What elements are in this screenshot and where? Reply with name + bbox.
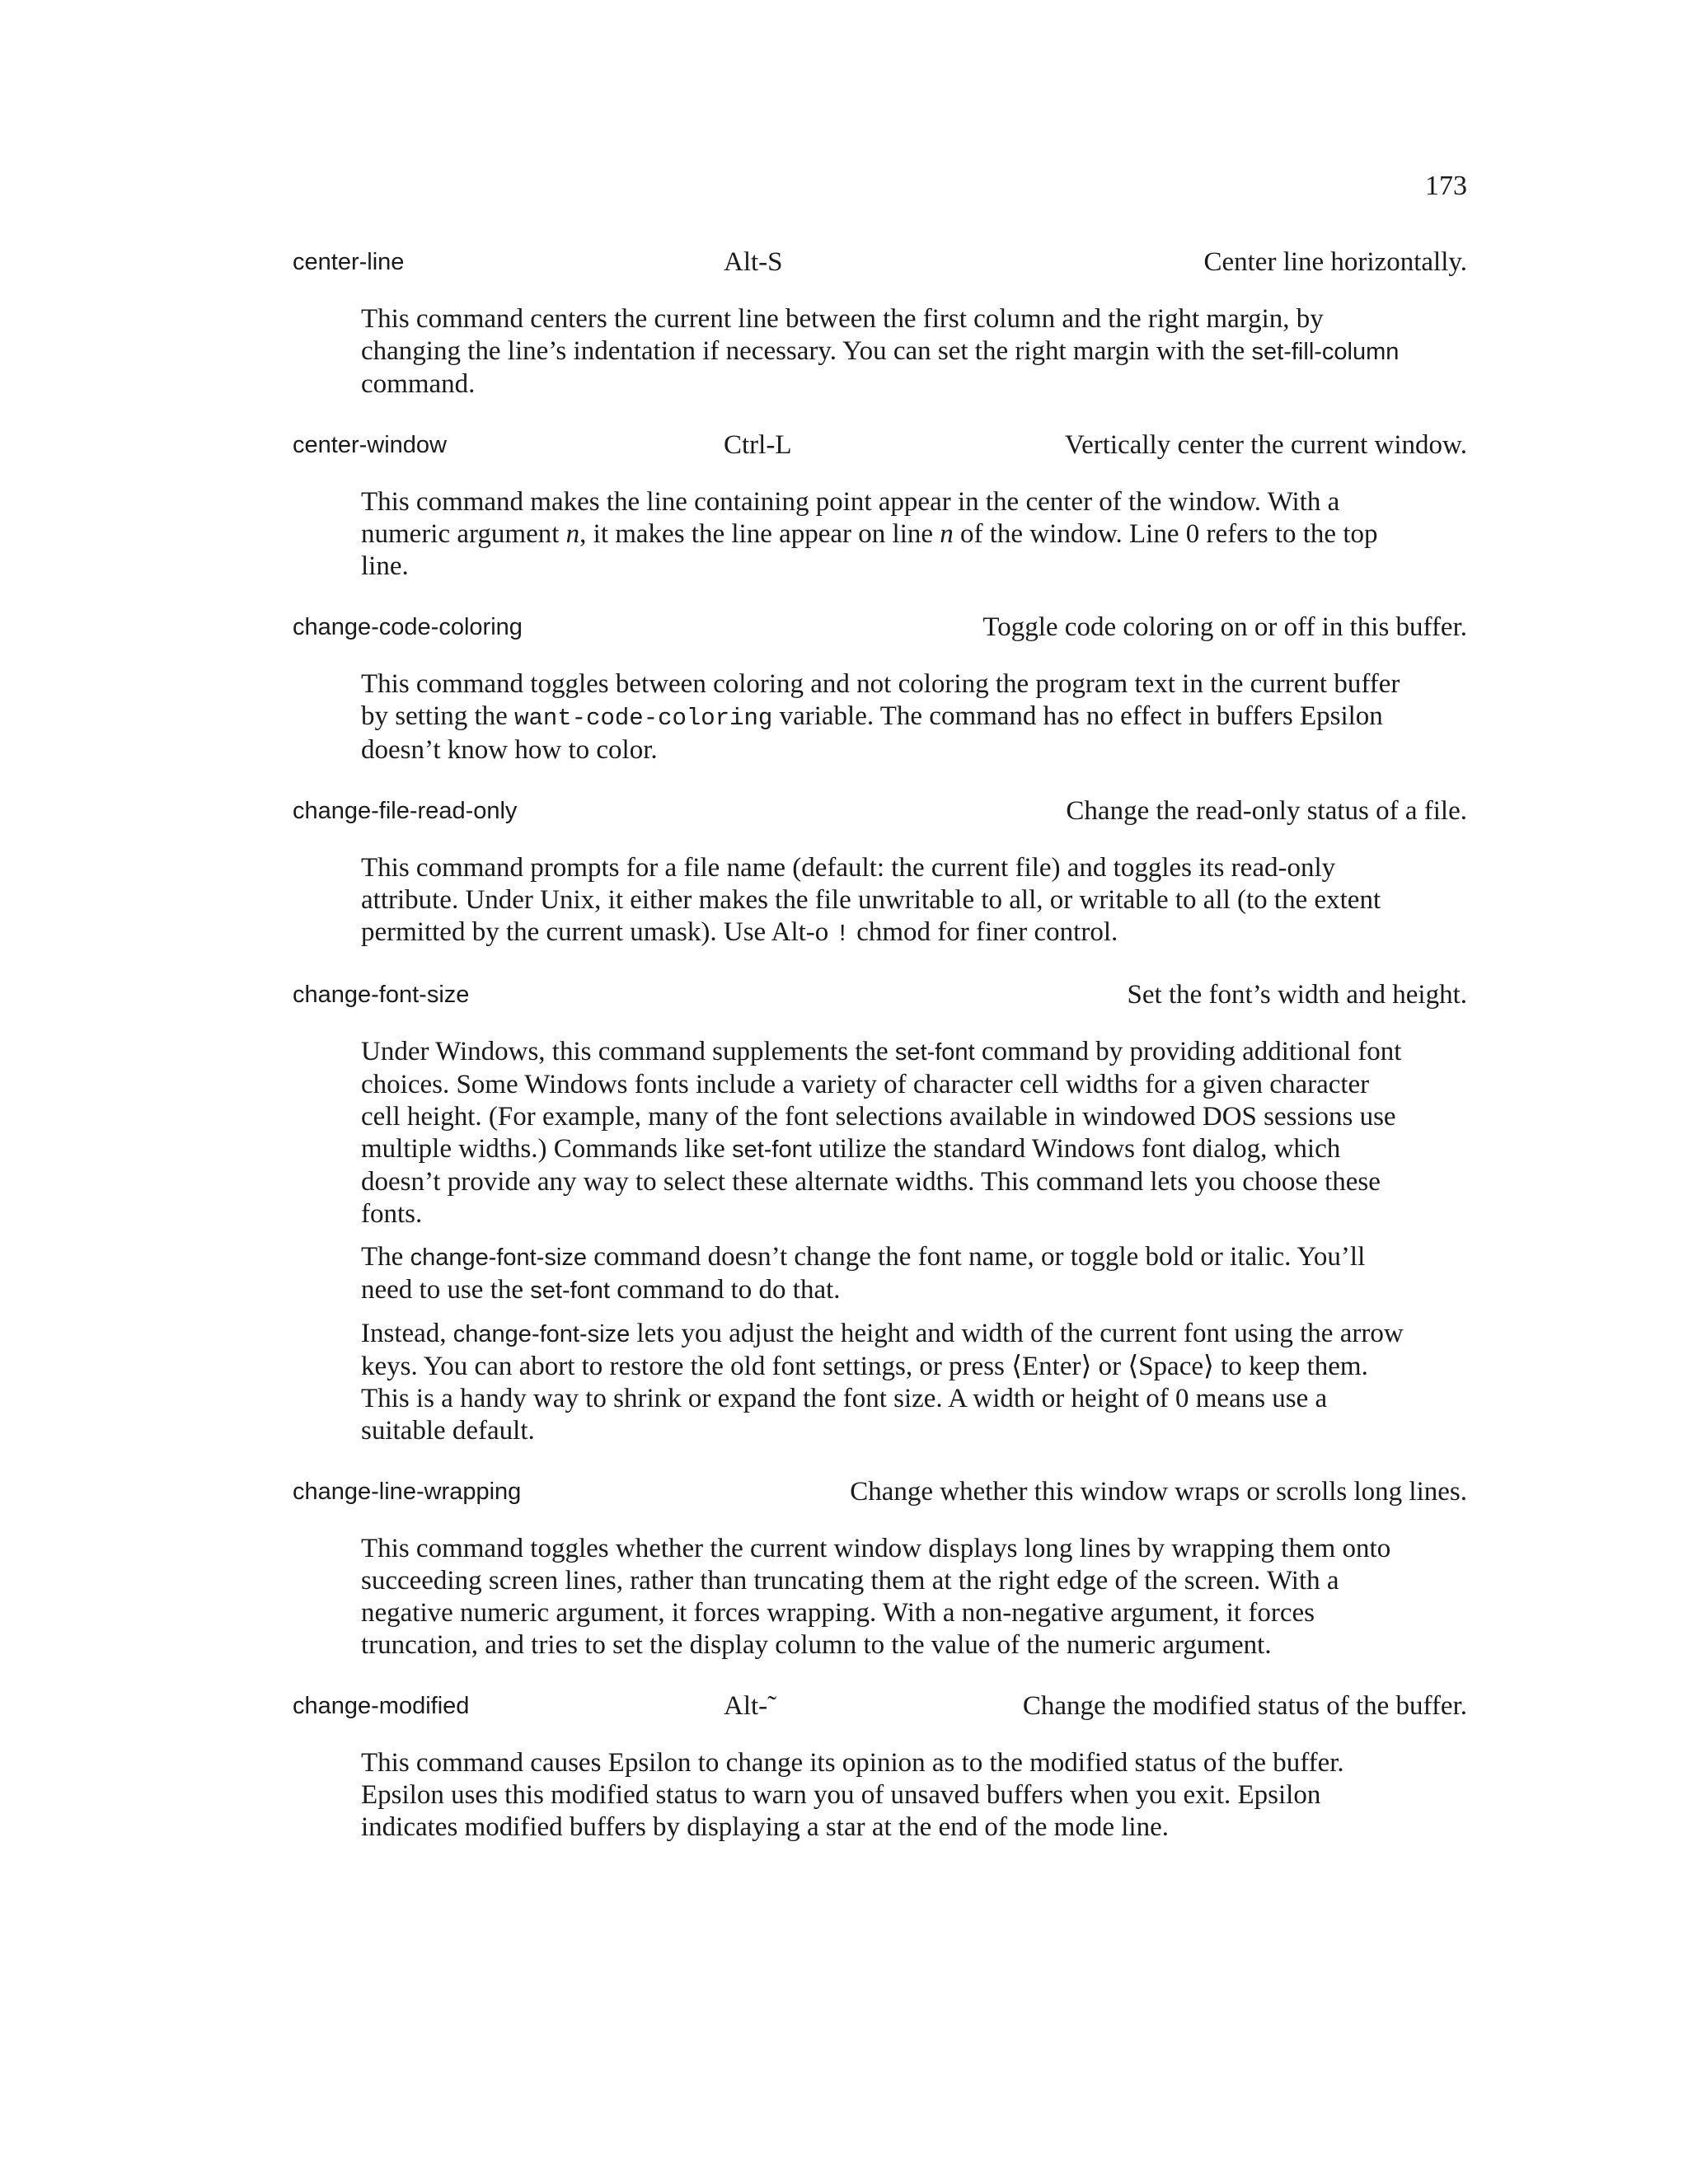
text-run: The <box>361 1242 410 1272</box>
command-name: center-line <box>293 249 405 275</box>
command-name: center-window <box>293 432 447 458</box>
command-summary: Center line horizontally. <box>1203 247 1467 277</box>
text-run: command to do that. <box>610 1275 841 1305</box>
command-entry-header <box>293 1474 1467 1510</box>
command-summary: Vertically center the current window. <box>1064 430 1467 460</box>
command-name: change-line-wrapping <box>293 1479 522 1505</box>
command-reference-list <box>293 244 1467 1870</box>
command-summary: Change whether this window wraps or scrolls long lines. <box>850 1477 1467 1507</box>
text-run: Under Windows, this command supplements the <box>361 1037 895 1066</box>
text-run: This command toggles whether the current window displays long lines by wrapping them onto succeeding screen lines, rather than truncating them at the right edge of the screen. With a negative numeric argument, it forces wrapping. With a non-negative argument, it forces truncation, and tries to set the display column to the value of the numeric argument. <box>361 1534 1391 1660</box>
page-number: 173 <box>1425 171 1467 201</box>
command-summary: Change the modified status of the buffer. <box>1022 1691 1467 1721</box>
text-run: of the window. Line 0 refers to the top line. <box>361 519 1378 581</box>
command-key-binding: Alt-S <box>724 247 783 277</box>
code-text: ! <box>835 921 850 948</box>
command-entry <box>293 977 1467 1447</box>
command-description <box>361 303 1408 401</box>
command-entry <box>293 244 1467 401</box>
description-paragraph <box>361 303 1408 401</box>
command-entry-header <box>293 427 1467 463</box>
command-reference: set-font <box>732 1137 812 1163</box>
command-summary: Toggle code coloring on or off in this buffer. <box>982 612 1467 642</box>
text-run: command by providing additional font choices. Some Windows fonts include a variety of character cell widths for a given character cell height. (For example, many of the font selections available in windowed DOS sessions use multiple widths.) Commands like <box>361 1037 1402 1164</box>
command-name: change-modified <box>293 1693 470 1719</box>
command-description <box>361 486 1408 583</box>
description-paragraph <box>361 1747 1408 1844</box>
text-run: This command prompts for a file name (default: the current file) and toggles its read-only attribute. Under Unix, it either makes the file unwritable to all, or writable to all (to the extent permitted by the current umask). Use Alt-o <box>361 853 1381 947</box>
text-run: lets you adjust the height and width of the current font using the arrow keys. You can abort to restore the old font settings, or press ⟨Enter⟩ or ⟨Space⟩ to keep them. This is a handy way to shrink or expand the font size. A width or height of 0 means use a suitable default. <box>361 1319 1404 1446</box>
command-reference: set-fill-column <box>1251 339 1400 365</box>
command-description <box>361 852 1408 950</box>
command-description <box>361 1533 1408 1661</box>
command-entry <box>293 793 1467 950</box>
description-paragraph <box>361 1036 1408 1230</box>
command-key-binding: Ctrl-L <box>724 430 792 460</box>
command-entry-header <box>293 244 1467 280</box>
text-run: variable. The command has no effect in buffers Epsilon doesn’t know how to color. <box>361 701 1383 765</box>
command-description <box>361 668 1408 766</box>
command-reference: set-font <box>530 1277 610 1304</box>
command-reference: set-font <box>894 1039 975 1066</box>
description-paragraph <box>361 486 1408 583</box>
description-paragraph <box>361 852 1408 950</box>
command-name: change-code-coloring <box>293 614 523 640</box>
command-entry <box>293 1688 1467 1844</box>
command-summary: Change the read-only status of a file. <box>1066 796 1467 826</box>
command-reference: change-font-size <box>452 1321 631 1347</box>
text-run: This command toggles between coloring and not coloring the program text in the current buffer by setting the <box>361 669 1400 731</box>
command-entry-header <box>293 977 1467 1013</box>
text-run: command. <box>361 369 476 399</box>
command-name: change-file-read-only <box>293 798 518 824</box>
description-paragraph <box>361 1241 1408 1307</box>
command-entry-header <box>293 793 1467 829</box>
command-description <box>361 1747 1408 1844</box>
description-paragraph <box>361 1533 1408 1661</box>
text-run: This command makes the line containing point appear in the center of the window. With a numeric argument <box>361 487 1340 549</box>
italic-text: n <box>940 519 954 549</box>
text-run: utilize the standard Windows font dialog, which doesn’t provide any way to select these alternate widths. This command lets you choose these fonts. <box>361 1134 1381 1229</box>
description-paragraph <box>361 1318 1408 1447</box>
code-text: want-code-coloring <box>514 705 773 732</box>
italic-text: n <box>565 519 580 549</box>
command-key-binding: Alt-˜ <box>724 1691 777 1721</box>
text-run: , it makes the line appear on line <box>579 519 940 549</box>
command-entry <box>293 427 1467 583</box>
command-description <box>361 1036 1408 1447</box>
command-reference: change-font-size <box>410 1244 587 1271</box>
command-entry <box>293 609 1467 766</box>
text-run: This command causes Epsilon to change its opinion as to the modified status of the buffer. Epsilon uses this modified status to warn you of unsaved buffers when you exit. Epsilon indicates modified buffers by displaying a star at the end of the mode line. <box>361 1748 1344 1842</box>
command-summary: Set the font’s width and height. <box>1127 980 1467 1010</box>
command-entry <box>293 1474 1467 1661</box>
text-run: command doesn’t change the font name, or toggle bold or italic. You’ll need to use the <box>361 1242 1366 1305</box>
text-run: Instead, <box>361 1319 453 1348</box>
command-entry-header <box>293 1688 1467 1724</box>
description-paragraph <box>361 668 1408 766</box>
text-run: chmod for finer control. <box>849 917 1118 947</box>
text-run: This command centers the current line between the first column and the right margin, by changing the line’s indentation if necessary. You can set the right margin with the <box>361 304 1324 366</box>
command-entry-header <box>293 609 1467 645</box>
command-name: change-font-size <box>293 982 470 1008</box>
